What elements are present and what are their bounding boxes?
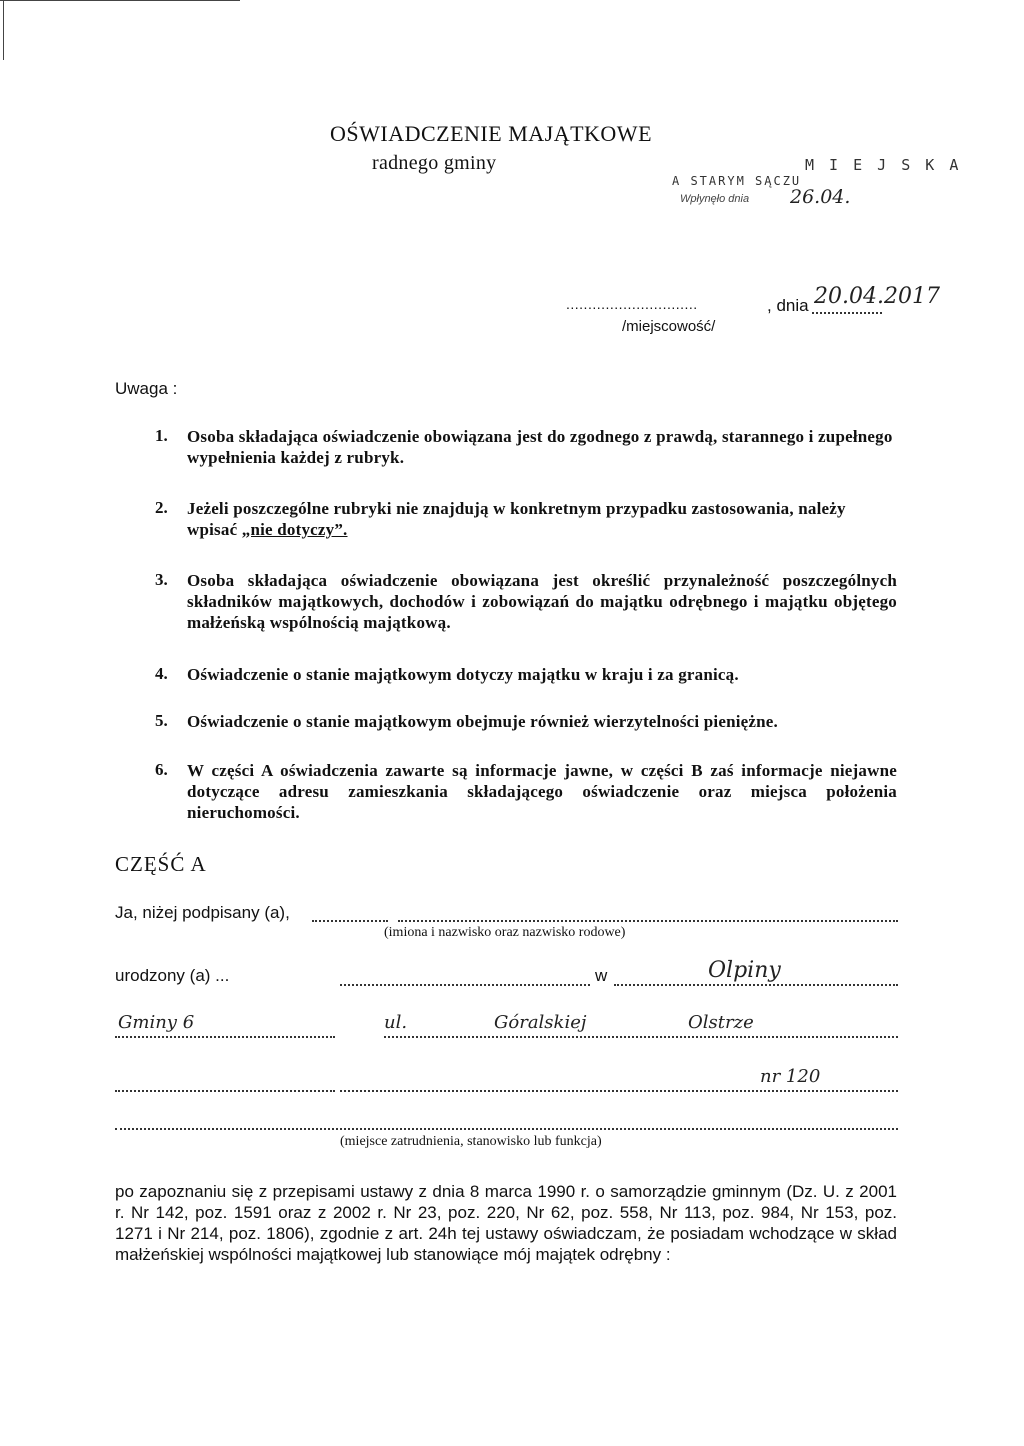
note-number: 3.	[155, 570, 168, 589]
note-number: 5.	[155, 711, 168, 730]
born-label: urodzony (a) ...	[115, 966, 230, 985]
scan-edge-top	[0, 0, 240, 1]
note-number: 6.	[155, 760, 168, 779]
name-field-dots-2	[398, 920, 898, 922]
stamp-line1: M I E J S K A	[805, 156, 962, 174]
document-subtitle: radnego gminy	[372, 152, 497, 174]
date-label: , dnia	[767, 296, 809, 315]
note-number: 1.	[155, 426, 168, 445]
stamp-received-date: 26.04.	[790, 186, 851, 208]
note-text: Oświadczenie o stanie majątkowym dotyczy majątku w kraju i za granicą.	[187, 665, 739, 684]
name-field-dots-1	[312, 920, 388, 922]
address-line-dots-1	[115, 1036, 335, 1038]
place-dots: ..............................	[566, 296, 698, 312]
address-line3-dots-2	[340, 1090, 898, 1092]
address-line3-dots-1	[115, 1090, 335, 1092]
note-quote: „nie dotyczy”.	[241, 520, 348, 539]
note-text	[187, 498, 897, 540]
address-hand-a: Gminy 6	[118, 1012, 195, 1033]
place-caption: /miejscowość/	[622, 318, 716, 335]
note-text: Osoba składająca oświadczenie obowiązana jest do zgodnego z prawdą, starannego i zupełnego wypełnienia każdej z rubryk.	[187, 427, 893, 467]
part-a-heading: CZĘŚĆ A	[115, 852, 207, 876]
note-text: W części A oświadczenia zawarte są informacje jawne, w części B zaś informacje niejawne dotyczące adresu zamieszkania składającego oświadczenie oraz miejsca położenia nieruchomości.	[187, 761, 897, 822]
job-caption: (miejsce zatrudnienia, stanowisko lub funkcja)	[340, 1134, 602, 1149]
born-place-dots	[614, 984, 898, 986]
stamp-received-label: Wpłynęło dnia	[680, 193, 750, 205]
job-line-dots	[115, 1128, 898, 1130]
name-caption: (imiona i nazwisko oraz nazwisko rodowe)	[384, 925, 626, 940]
document-title: OŚWIADCZENIE MAJĄTKOWE	[330, 121, 653, 146]
born-w: w	[595, 966, 608, 985]
address-line-dots-2	[384, 1036, 898, 1038]
notes-heading: Uwaga :	[115, 379, 178, 398]
date-value: 20.04.2017	[814, 284, 940, 309]
name-label: Ja, niżej podpisany (a),	[115, 903, 290, 922]
note-text: Osoba składająca oświadczenie obowiązana jest określić przynależność poszczególnych składników majątkowych, dochodów i zobowiązań do majątku odrębnego i majątku objętego małżeńską wspólnością majątkową.	[187, 571, 897, 632]
date-underline	[812, 312, 882, 314]
born-place-value: Olpiny	[708, 958, 781, 983]
address-hand-d: Olstrze	[688, 1012, 754, 1033]
note-number: 4.	[155, 664, 168, 683]
note-text: Oświadczenie o stanie majątkowym obejmuje również wierzytelności pieniężne.	[187, 712, 778, 731]
address-hand-nr: nr 120	[760, 1066, 821, 1087]
address-hand-b: ul.	[384, 1012, 408, 1033]
closing-paragraph: po zapoznaniu się z przepisami ustawy z dnia 8 marca 1990 r. o samorządzie gminnym (Dz. U. z 2001 r. Nr 142, poz. 1591 oraz z 2002 r. Nr 23, poz. 220, Nr 62, poz. 558, Nr 113, poz. 984, Nr 153, poz. 1271 i Nr 214, poz. 1806), zgodnie z art. 24h tej ustawy oświadczam, że posiadam wchodzące w skład małżeńskiej wspólności majątkowej lub stanowiące mój majątek odrębny :	[115, 1182, 897, 1264]
stamp-line2: A STARYM SĄCZU	[672, 174, 802, 188]
note-number: 2.	[155, 498, 168, 517]
note-text-main: Jeżeli poszczególne rubryki nie znajdują w konkretnym przypadku zastosowania, należy wpisać	[187, 499, 846, 539]
address-hand-c: Góralskiej	[494, 1012, 587, 1033]
born-date-dots	[340, 984, 590, 986]
scan-edge-left	[3, 0, 4, 60]
